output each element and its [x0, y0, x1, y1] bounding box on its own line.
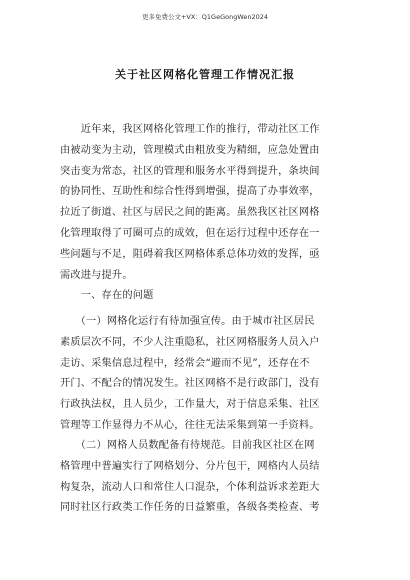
- paragraph-problem-2: [60, 436, 352, 519]
- text-line: 同时社区行政类工作任务的日益繁重，各级各类检查、考: [60, 502, 320, 514]
- text-line: 开门、不配合的情况发生。社区网格不是行政部门，没有: [60, 378, 320, 390]
- document-title: 关于社区网格化管理工作情况汇报: [115, 68, 295, 81]
- text-line: （一）网格化运行有待加强宣传。由于城市社区居民: [60, 316, 315, 327]
- text-line: 由被动变为主动，管理模式由粗放变为精细，应急处置由: [60, 144, 320, 156]
- paragraph-problem-1: [60, 312, 352, 437]
- text-line: 些问题与不足，阻碍着我区网格体系总体功效的发挥，亟: [60, 248, 320, 260]
- text-line: （二）网格人员数配备有待规范。目前我区社区在网: [60, 440, 315, 451]
- text-line: 行政执法权，且人员少，工作量大，对于信息采集、社区: [60, 399, 320, 411]
- paragraph-intro: [60, 120, 352, 286]
- text-line: 突击变为常态，社区的管理和服务水平得到提升，条块间: [60, 165, 320, 177]
- text-line: 管理等工作显得力不从心，往往无法采集到第一手资料。: [60, 419, 320, 431]
- header-note: 更多免费公文+VX：Q1GeGongWen2024: [141, 13, 269, 21]
- text-line: 走访、采集信息过程中，经常会“避而不见”，还存在不: [60, 357, 310, 369]
- text-line: 格管理中普遍实行了网格划分、分片包干，网格内人员结: [60, 460, 320, 472]
- heading-line: 一、存在的问题: [60, 290, 154, 301]
- text-line: 拉近了街道、社区与居民之间的距离。虽然我区社区网格: [60, 207, 320, 219]
- text-line: 的协同性、互助性和综合性得到增强，提高了办事效率，: [60, 186, 320, 198]
- section-heading: [60, 286, 352, 307]
- text-line: 构复杂，流动人口和常住人口混杂，个体利益诉求差距大: [60, 481, 320, 493]
- text-line: 素质层次不同，不少人注重隐私，社区网格服务人员入户: [60, 336, 320, 348]
- text-line: 近年来，我区网格化管理工作的推行，带动社区工作: [60, 124, 320, 135]
- text-line: 化管理取得了可圈可点的成效，但在运行过程中还存在一: [60, 227, 320, 239]
- text-line: 需改进与提升。: [60, 269, 133, 281]
